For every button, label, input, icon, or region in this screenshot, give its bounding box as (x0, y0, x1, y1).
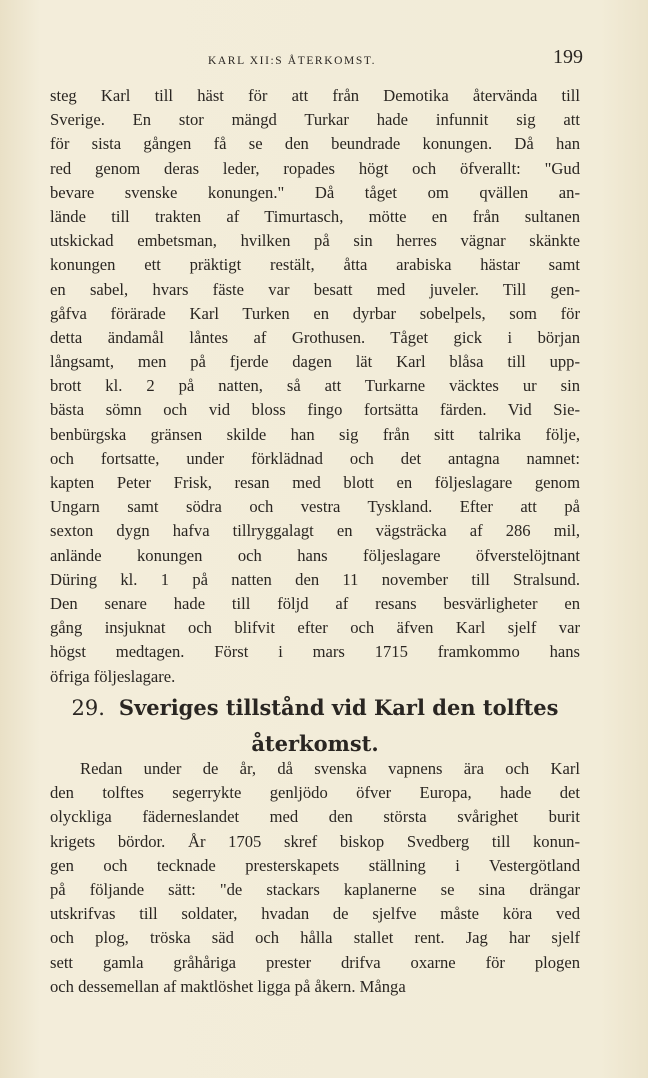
text-line: Düring kl. 1 på natten den 11 november till Stralsund. (50, 569, 580, 589)
text-line: benbürgska gränsen skilde han sig från sitt talrika följe, (50, 424, 580, 444)
text-line: lände till trakten af Timurtasch, mötte en från sultanen (50, 206, 580, 226)
text-line: gång insjuknat och blifvit efter och äfven Karl sjelf var (50, 618, 580, 638)
text-line: steg Karl till häst för att från Demotika återvända till (50, 86, 580, 105)
text-line: detta ändamål låntes af Grothusen. Tåget gick i början (50, 327, 580, 347)
text-line: Den senare hade till följd af resans besvärligheter en (50, 593, 580, 613)
text-line: anlände konungen och hans följeslagare öfverstelöjtnant (50, 545, 580, 565)
text-line: bästa sömn och vid bloss fingo fortsätta färden. Vid Sie- (50, 400, 580, 420)
text-line: långsamt, men på fjerde dagen lät Karl blåsa till upp- (50, 352, 580, 372)
text-line: bevare svenske konungen." Då tåget om qvällen an- (50, 182, 580, 202)
text-line: och plog, tröska säd och hålla stallet rent. Jag har sjelf (50, 928, 580, 948)
page-number: 199 (553, 46, 583, 68)
section-number: 29. (71, 696, 105, 720)
text-line: på följande sätt: "de stackars kaplanerne se sina drängar (50, 879, 580, 899)
running-head: KARL XII:S ÅTERKOMST. (208, 55, 377, 67)
text-line: Sverige. En stor mängd Turkar hade infunnit sig att (50, 110, 580, 130)
text-line: och dessemellan af maktlöshet ligga på åkern. Många (50, 976, 406, 996)
text-line: red genom deras leder, ropades högt och öfverallt: "Gud (50, 158, 580, 178)
text-line: för sista gången få se den beundrade konungen. Då han (50, 134, 580, 154)
section-title-line-1 (50, 690, 580, 726)
section-heading (50, 690, 580, 762)
paragraph-section-start (50, 757, 580, 999)
text-line: en sabel, hvars fäste var besatt med juveler. Till gen- (50, 279, 580, 299)
paragraph-continued (50, 84, 580, 689)
text-line: utskickad embetsman, hvilken på sin herres vägnar skänkte (50, 231, 580, 251)
text-line: Ungarn samt södra och vestra Tyskland. Efter att på (50, 497, 580, 517)
section-title-line-2: återkomst. (251, 731, 379, 756)
text-line: gåfva förärade Karl Turken en dyrbar sobelpels, som för (50, 303, 580, 323)
text-line: kapten Peter Frisk, resan med blott en följeslagare genom (50, 473, 580, 492)
text-line: gen och tecknade presterskapets ställning i Vestergötland (50, 855, 580, 875)
text-line: öfriga följeslagare. (50, 666, 176, 686)
text-line: sexton dygn hafva tillryggalagt en vägsträcka af 286 mil, (50, 521, 580, 541)
text-line: och fortsatte, under förklädnad och det antagna namnet: (50, 448, 580, 468)
text-line: olyckliga fäderneslandet med den största svårighet burit (50, 807, 580, 827)
text-line: krigets bördor. År 1705 skref biskop Svedberg till konun- (50, 831, 580, 851)
text-line: konungen ett präktigt restält, åtta arabiska hästar samt (50, 255, 580, 275)
text-line: den tolftes segerrykte genljödo öfver Europa, hade det (50, 783, 580, 803)
section-title-text: Sveriges tillstånd vid Karl den tolftes (118, 695, 559, 720)
text-line: utskrifvas till soldater, hvadan de sjelfve måste köra ved (50, 904, 580, 924)
text-line: Redan under de år, då svenska vapnens ära och Karl (80, 759, 580, 778)
text-line: högst medtagen. Först i mars 1715 framkommo hans (50, 642, 580, 662)
page-header (50, 43, 583, 79)
text-line: brott kl. 2 på natten, så att Turkarne väcktes ur sin (50, 376, 580, 396)
text-line: sett gamla gråhåriga prester drifva oxarne för plogen (50, 952, 580, 972)
